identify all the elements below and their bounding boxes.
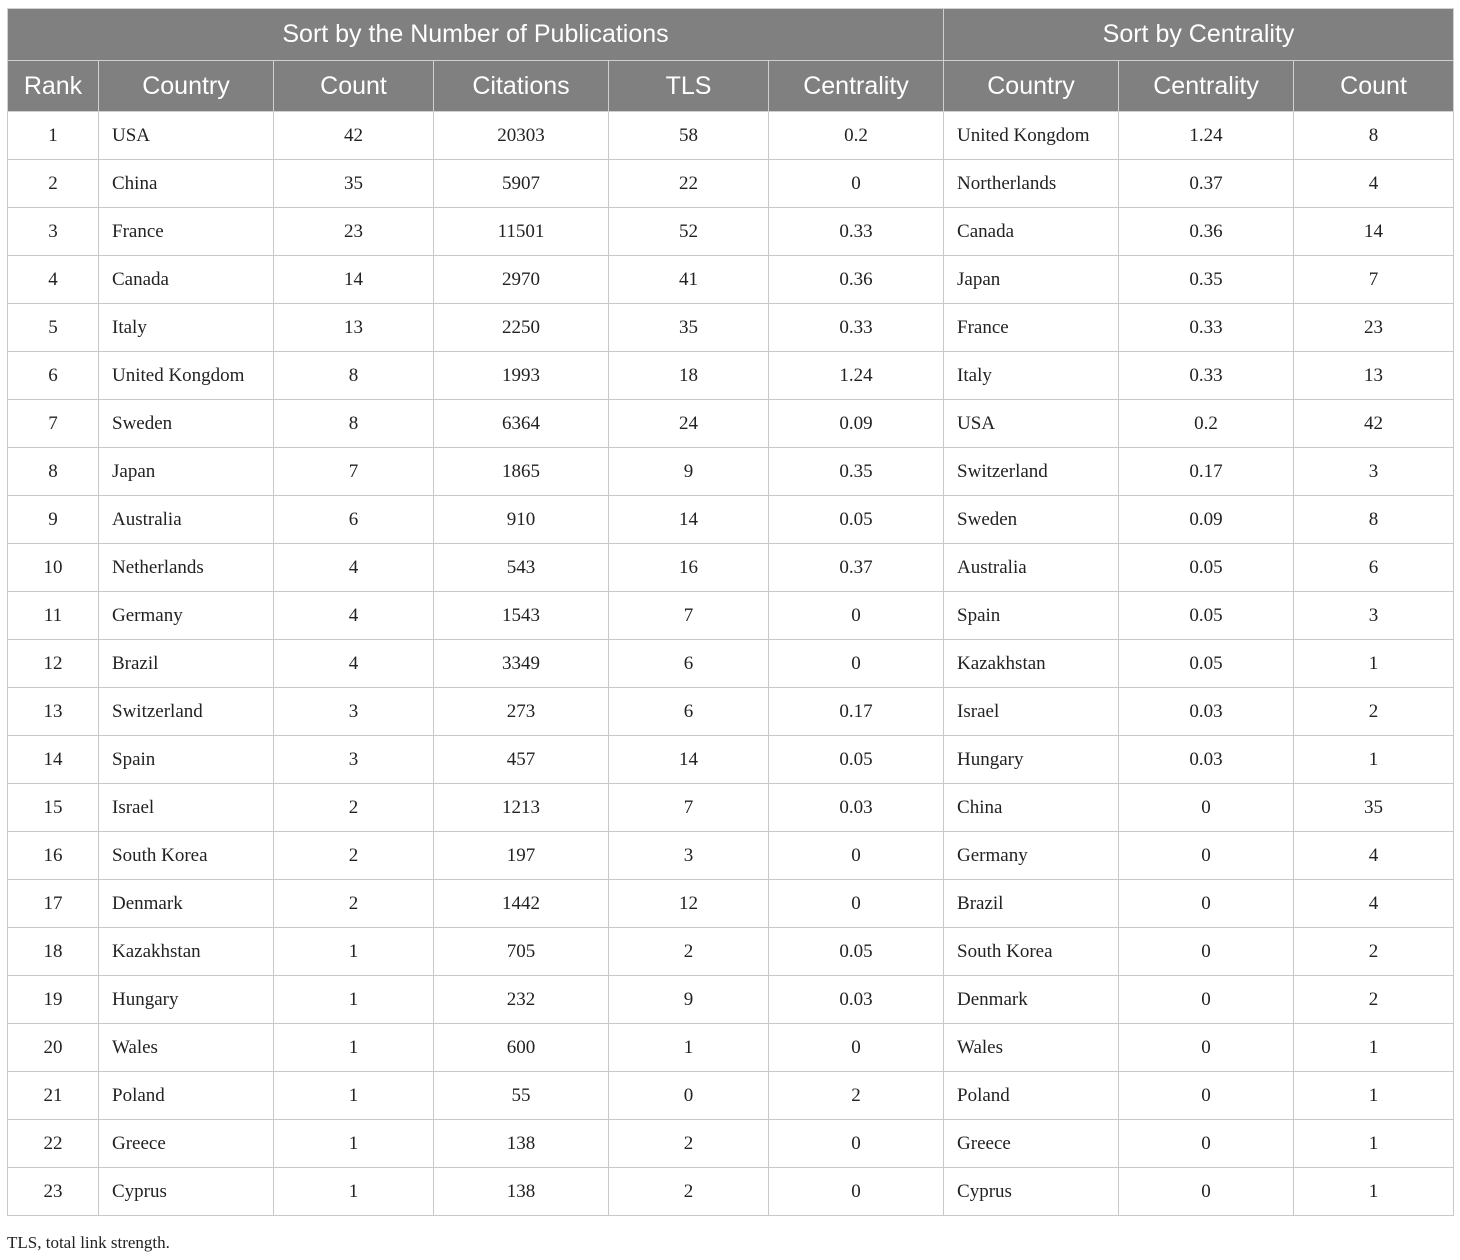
cell-country: Italy bbox=[99, 304, 274, 352]
cell-centrality2: 0.09 bbox=[1119, 496, 1294, 544]
cell-tls: 52 bbox=[609, 208, 769, 256]
cell-centrality2: 0.05 bbox=[1119, 640, 1294, 688]
cell-count2: 2 bbox=[1294, 928, 1454, 976]
cell-centrality: 2 bbox=[769, 1072, 944, 1120]
cell-country: Canada bbox=[99, 256, 274, 304]
cell-centrality2: 0.33 bbox=[1119, 352, 1294, 400]
column-header-country-by-centrality: Country bbox=[944, 61, 1119, 112]
cell-citations: 457 bbox=[434, 736, 609, 784]
cell-centrality: 0.35 bbox=[769, 448, 944, 496]
cell-country: France bbox=[99, 208, 274, 256]
cell-tls: 9 bbox=[609, 976, 769, 1024]
cell-tls: 58 bbox=[609, 112, 769, 160]
cell-centrality: 0.03 bbox=[769, 976, 944, 1024]
group-header-centrality: Sort by Centrality bbox=[944, 9, 1454, 61]
cell-citations: 6364 bbox=[434, 400, 609, 448]
cell-centrality2: 0 bbox=[1119, 976, 1294, 1024]
cell-centrality2: 0.33 bbox=[1119, 304, 1294, 352]
table-row bbox=[8, 640, 1454, 688]
cell-tls: 1 bbox=[609, 1024, 769, 1072]
table-row bbox=[8, 544, 1454, 592]
cell-country2: Germany bbox=[944, 832, 1119, 880]
cell-count2: 23 bbox=[1294, 304, 1454, 352]
cell-rank: 12 bbox=[8, 640, 99, 688]
cell-country2: United Kongdom bbox=[944, 112, 1119, 160]
cell-country: Germany bbox=[99, 592, 274, 640]
cell-country: Israel bbox=[99, 784, 274, 832]
table-row bbox=[8, 496, 1454, 544]
cell-centrality: 0.17 bbox=[769, 688, 944, 736]
cell-country2: Greece bbox=[944, 1120, 1119, 1168]
cell-rank: 16 bbox=[8, 832, 99, 880]
cell-centrality: 0.33 bbox=[769, 304, 944, 352]
cell-country: South Korea bbox=[99, 832, 274, 880]
table-body bbox=[8, 112, 1454, 1216]
cell-country: Spain bbox=[99, 736, 274, 784]
cell-country2: Italy bbox=[944, 352, 1119, 400]
cell-citations: 1865 bbox=[434, 448, 609, 496]
cell-rank: 22 bbox=[8, 1120, 99, 1168]
cell-tls: 41 bbox=[609, 256, 769, 304]
cell-count2: 1 bbox=[1294, 1120, 1454, 1168]
cell-citations: 1993 bbox=[434, 352, 609, 400]
cell-rank: 14 bbox=[8, 736, 99, 784]
country-ranking-table bbox=[7, 8, 1454, 1216]
cell-country: Japan bbox=[99, 448, 274, 496]
table-row bbox=[8, 256, 1454, 304]
cell-country: Hungary bbox=[99, 976, 274, 1024]
cell-country2: Japan bbox=[944, 256, 1119, 304]
cell-count2: 2 bbox=[1294, 976, 1454, 1024]
cell-centrality: 0.05 bbox=[769, 496, 944, 544]
cell-citations: 55 bbox=[434, 1072, 609, 1120]
cell-count2: 3 bbox=[1294, 448, 1454, 496]
cell-count: 14 bbox=[274, 256, 434, 304]
cell-centrality: 0 bbox=[769, 1168, 944, 1216]
cell-count: 35 bbox=[274, 160, 434, 208]
cell-count: 1 bbox=[274, 1168, 434, 1216]
cell-centrality: 0.09 bbox=[769, 400, 944, 448]
cell-count: 2 bbox=[274, 784, 434, 832]
cell-centrality2: 0.03 bbox=[1119, 688, 1294, 736]
cell-centrality2: 0.2 bbox=[1119, 400, 1294, 448]
cell-count2: 6 bbox=[1294, 544, 1454, 592]
cell-count2: 4 bbox=[1294, 832, 1454, 880]
cell-count: 1 bbox=[274, 976, 434, 1024]
cell-count: 1 bbox=[274, 928, 434, 976]
cell-centrality2: 0 bbox=[1119, 1168, 1294, 1216]
cell-centrality2: 0.05 bbox=[1119, 544, 1294, 592]
cell-rank: 13 bbox=[8, 688, 99, 736]
column-header-tls: TLS bbox=[609, 61, 769, 112]
cell-centrality: 0.05 bbox=[769, 736, 944, 784]
cell-centrality2: 0 bbox=[1119, 928, 1294, 976]
column-header-rank: Rank bbox=[8, 61, 99, 112]
cell-country2: Spain bbox=[944, 592, 1119, 640]
cell-tls: 2 bbox=[609, 928, 769, 976]
cell-count: 4 bbox=[274, 592, 434, 640]
cell-country: Greece bbox=[99, 1120, 274, 1168]
table-row bbox=[8, 976, 1454, 1024]
cell-rank: 8 bbox=[8, 448, 99, 496]
cell-centrality: 0 bbox=[769, 640, 944, 688]
cell-country2: Australia bbox=[944, 544, 1119, 592]
cell-country2: Brazil bbox=[944, 880, 1119, 928]
cell-country2: Sweden bbox=[944, 496, 1119, 544]
cell-tls: 7 bbox=[609, 784, 769, 832]
cell-count2: 8 bbox=[1294, 112, 1454, 160]
cell-rank: 5 bbox=[8, 304, 99, 352]
cell-count: 2 bbox=[274, 880, 434, 928]
cell-count: 3 bbox=[274, 688, 434, 736]
cell-country2: Northerlands bbox=[944, 160, 1119, 208]
cell-citations: 2250 bbox=[434, 304, 609, 352]
cell-centrality2: 0 bbox=[1119, 784, 1294, 832]
cell-tls: 14 bbox=[609, 496, 769, 544]
cell-country: USA bbox=[99, 112, 274, 160]
cell-centrality: 0.2 bbox=[769, 112, 944, 160]
table-row bbox=[8, 736, 1454, 784]
cell-centrality: 0 bbox=[769, 1024, 944, 1072]
table-row bbox=[8, 928, 1454, 976]
cell-centrality2: 0 bbox=[1119, 1120, 1294, 1168]
cell-rank: 20 bbox=[8, 1024, 99, 1072]
cell-citations: 3349 bbox=[434, 640, 609, 688]
cell-count: 8 bbox=[274, 352, 434, 400]
column-header-count: Count bbox=[274, 61, 434, 112]
cell-count: 8 bbox=[274, 400, 434, 448]
cell-country2: Poland bbox=[944, 1072, 1119, 1120]
cell-count2: 1 bbox=[1294, 1024, 1454, 1072]
cell-tls: 16 bbox=[609, 544, 769, 592]
cell-centrality: 0.37 bbox=[769, 544, 944, 592]
cell-tls: 35 bbox=[609, 304, 769, 352]
cell-citations: 138 bbox=[434, 1168, 609, 1216]
cell-count: 23 bbox=[274, 208, 434, 256]
cell-centrality: 1.24 bbox=[769, 352, 944, 400]
cell-country2: Switzerland bbox=[944, 448, 1119, 496]
cell-country: Wales bbox=[99, 1024, 274, 1072]
cell-citations: 273 bbox=[434, 688, 609, 736]
cell-country: Brazil bbox=[99, 640, 274, 688]
cell-country: Sweden bbox=[99, 400, 274, 448]
cell-rank: 11 bbox=[8, 592, 99, 640]
cell-count2: 35 bbox=[1294, 784, 1454, 832]
group-header-row bbox=[8, 9, 1454, 61]
cell-centrality2: 0.17 bbox=[1119, 448, 1294, 496]
cell-rank: 15 bbox=[8, 784, 99, 832]
cell-count2: 1 bbox=[1294, 736, 1454, 784]
cell-centrality2: 0.03 bbox=[1119, 736, 1294, 784]
table-row bbox=[8, 688, 1454, 736]
cell-citations: 1543 bbox=[434, 592, 609, 640]
cell-tls: 6 bbox=[609, 688, 769, 736]
cell-country2: Wales bbox=[944, 1024, 1119, 1072]
cell-rank: 6 bbox=[8, 352, 99, 400]
cell-centrality: 0 bbox=[769, 592, 944, 640]
cell-centrality: 0.03 bbox=[769, 784, 944, 832]
cell-tls: 6 bbox=[609, 640, 769, 688]
cell-tls: 0 bbox=[609, 1072, 769, 1120]
cell-country2: France bbox=[944, 304, 1119, 352]
table-row bbox=[8, 1120, 1454, 1168]
cell-count: 4 bbox=[274, 544, 434, 592]
cell-rank: 9 bbox=[8, 496, 99, 544]
column-header-count-by-centrality: Count bbox=[1294, 61, 1454, 112]
cell-rank: 3 bbox=[8, 208, 99, 256]
cell-country2: Cyprus bbox=[944, 1168, 1119, 1216]
cell-tls: 2 bbox=[609, 1168, 769, 1216]
cell-tls: 2 bbox=[609, 1120, 769, 1168]
cell-country: Denmark bbox=[99, 880, 274, 928]
cell-country: United Kongdom bbox=[99, 352, 274, 400]
cell-centrality2: 0 bbox=[1119, 1072, 1294, 1120]
cell-country2: China bbox=[944, 784, 1119, 832]
table-row bbox=[8, 400, 1454, 448]
cell-citations: 2970 bbox=[434, 256, 609, 304]
cell-country: Kazakhstan bbox=[99, 928, 274, 976]
cell-count2: 42 bbox=[1294, 400, 1454, 448]
cell-centrality: 0 bbox=[769, 1120, 944, 1168]
cell-country2: South Korea bbox=[944, 928, 1119, 976]
cell-citations: 1442 bbox=[434, 880, 609, 928]
cell-rank: 18 bbox=[8, 928, 99, 976]
cell-tls: 24 bbox=[609, 400, 769, 448]
table-row bbox=[8, 208, 1454, 256]
cell-count2: 1 bbox=[1294, 1072, 1454, 1120]
cell-rank: 4 bbox=[8, 256, 99, 304]
table-row bbox=[8, 784, 1454, 832]
cell-country2: USA bbox=[944, 400, 1119, 448]
cell-centrality: 0.05 bbox=[769, 928, 944, 976]
cell-tls: 22 bbox=[609, 160, 769, 208]
cell-country: Cyprus bbox=[99, 1168, 274, 1216]
cell-citations: 910 bbox=[434, 496, 609, 544]
cell-centrality2: 0.35 bbox=[1119, 256, 1294, 304]
cell-rank: 19 bbox=[8, 976, 99, 1024]
group-header-publications: Sort by the Number of Publications bbox=[8, 9, 944, 61]
table-row bbox=[8, 112, 1454, 160]
cell-tls: 7 bbox=[609, 592, 769, 640]
cell-centrality2: 0 bbox=[1119, 880, 1294, 928]
cell-citations: 20303 bbox=[434, 112, 609, 160]
cell-country: Australia bbox=[99, 496, 274, 544]
cell-citations: 1213 bbox=[434, 784, 609, 832]
cell-citations: 138 bbox=[434, 1120, 609, 1168]
cell-rank: 21 bbox=[8, 1072, 99, 1120]
cell-count: 7 bbox=[274, 448, 434, 496]
cell-tls: 18 bbox=[609, 352, 769, 400]
cell-count: 1 bbox=[274, 1024, 434, 1072]
table-row bbox=[8, 1072, 1454, 1120]
cell-centrality: 0 bbox=[769, 160, 944, 208]
cell-citations: 5907 bbox=[434, 160, 609, 208]
cell-count2: 1 bbox=[1294, 640, 1454, 688]
cell-tls: 9 bbox=[609, 448, 769, 496]
cell-count2: 8 bbox=[1294, 496, 1454, 544]
cell-count: 1 bbox=[274, 1072, 434, 1120]
cell-count: 2 bbox=[274, 832, 434, 880]
cell-country: Netherlands bbox=[99, 544, 274, 592]
table-row bbox=[8, 1168, 1454, 1216]
cell-centrality: 0.36 bbox=[769, 256, 944, 304]
column-header-row bbox=[8, 61, 1454, 112]
cell-centrality2: 0.05 bbox=[1119, 592, 1294, 640]
cell-rank: 1 bbox=[8, 112, 99, 160]
country-table-container bbox=[7, 8, 1453, 1216]
cell-count2: 4 bbox=[1294, 160, 1454, 208]
cell-centrality: 0.33 bbox=[769, 208, 944, 256]
cell-count2: 2 bbox=[1294, 688, 1454, 736]
table-row bbox=[8, 304, 1454, 352]
cell-citations: 232 bbox=[434, 976, 609, 1024]
cell-citations: 543 bbox=[434, 544, 609, 592]
cell-centrality2: 0 bbox=[1119, 832, 1294, 880]
cell-country2: Denmark bbox=[944, 976, 1119, 1024]
cell-country2: Canada bbox=[944, 208, 1119, 256]
cell-citations: 197 bbox=[434, 832, 609, 880]
cell-country2: Kazakhstan bbox=[944, 640, 1119, 688]
cell-country2: Israel bbox=[944, 688, 1119, 736]
cell-citations: 600 bbox=[434, 1024, 609, 1072]
column-header-centrality-by-centrality: Centrality bbox=[1119, 61, 1294, 112]
cell-count: 3 bbox=[274, 736, 434, 784]
cell-count2: 3 bbox=[1294, 592, 1454, 640]
cell-centrality2: 0.37 bbox=[1119, 160, 1294, 208]
cell-rank: 17 bbox=[8, 880, 99, 928]
table-row bbox=[8, 832, 1454, 880]
column-header-citations: Citations bbox=[434, 61, 609, 112]
table-row bbox=[8, 352, 1454, 400]
table-row bbox=[8, 160, 1454, 208]
cell-country: Switzerland bbox=[99, 688, 274, 736]
cell-rank: 10 bbox=[8, 544, 99, 592]
cell-count: 4 bbox=[274, 640, 434, 688]
cell-count: 6 bbox=[274, 496, 434, 544]
cell-count: 42 bbox=[274, 112, 434, 160]
cell-centrality: 0 bbox=[769, 880, 944, 928]
table-row bbox=[8, 880, 1454, 928]
cell-tls: 12 bbox=[609, 880, 769, 928]
cell-count: 13 bbox=[274, 304, 434, 352]
table-row bbox=[8, 448, 1454, 496]
cell-count: 1 bbox=[274, 1120, 434, 1168]
column-header-centrality: Centrality bbox=[769, 61, 944, 112]
cell-country: China bbox=[99, 160, 274, 208]
cell-count2: 14 bbox=[1294, 208, 1454, 256]
cell-rank: 2 bbox=[8, 160, 99, 208]
table-row bbox=[8, 1024, 1454, 1072]
table-row bbox=[8, 592, 1454, 640]
table-footnote: TLS, total link strength. bbox=[7, 1233, 170, 1252]
cell-centrality2: 0 bbox=[1119, 1024, 1294, 1072]
cell-centrality2: 0.36 bbox=[1119, 208, 1294, 256]
cell-tls: 14 bbox=[609, 736, 769, 784]
cell-count2: 13 bbox=[1294, 352, 1454, 400]
cell-count2: 4 bbox=[1294, 880, 1454, 928]
cell-citations: 11501 bbox=[434, 208, 609, 256]
table-header bbox=[8, 9, 1454, 112]
cell-citations: 705 bbox=[434, 928, 609, 976]
cell-tls: 3 bbox=[609, 832, 769, 880]
cell-rank: 7 bbox=[8, 400, 99, 448]
cell-count2: 7 bbox=[1294, 256, 1454, 304]
column-header-country: Country bbox=[99, 61, 274, 112]
cell-country: Poland bbox=[99, 1072, 274, 1120]
cell-count2: 1 bbox=[1294, 1168, 1454, 1216]
cell-centrality: 0 bbox=[769, 832, 944, 880]
cell-centrality2: 1.24 bbox=[1119, 112, 1294, 160]
cell-country2: Hungary bbox=[944, 736, 1119, 784]
cell-rank: 23 bbox=[8, 1168, 99, 1216]
